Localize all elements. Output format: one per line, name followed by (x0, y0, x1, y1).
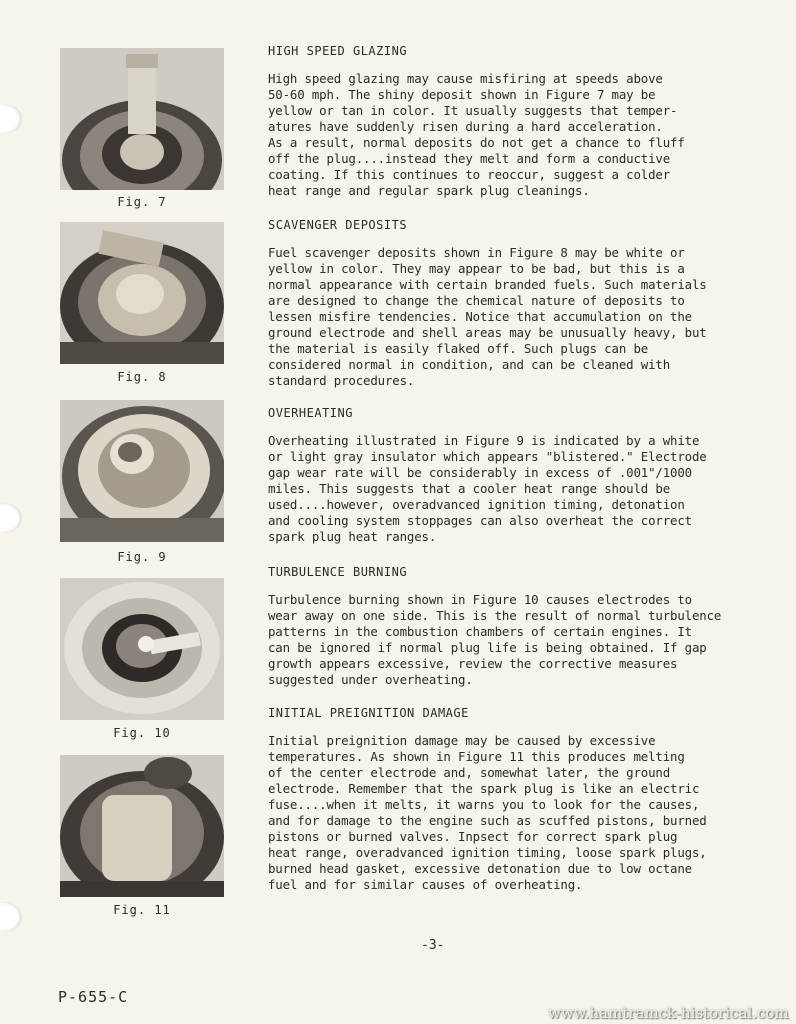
figure-9-photo (60, 400, 224, 542)
section-initial-preignition-damage (268, 706, 768, 893)
section-heading: TURBULENCE BURNING (268, 565, 408, 579)
binder-hole-middle (0, 503, 22, 533)
figure-8-photo (60, 222, 224, 364)
section-body: Overheating illustrated in Figure 9 is indicated by a white or light gray insulator which appears "blistered." Electrode gap wear rate will be considerably in excess of .001"/1000 miles. This suggests that a cooler heat range should be used....however, overadvanced ignition timing, detonation and cooling system stoppages can also overheat the correct spark plug heat ranges. (268, 433, 707, 544)
figure-10-photo (60, 578, 224, 720)
section-heading: INITIAL PREIGNITION DAMAGE (268, 706, 469, 720)
figure-7-caption: Fig. 7 (117, 195, 167, 209)
figure-11-caption: Fig. 11 (113, 903, 171, 917)
watermark-url: www.hamtramck-historical.com (548, 1004, 789, 1022)
figure-8-caption: Fig. 8 (117, 370, 167, 384)
figure-7-photo (60, 48, 224, 190)
binder-hole-bottom (0, 902, 22, 932)
binder-hole-top (0, 104, 22, 134)
figure-9-caption: Fig. 9 (117, 550, 167, 564)
page-number: -3- (421, 938, 445, 953)
section-body: Turbulence burning shown in Figure 10 causes electrodes to wear away on one side. This is the result of normal turbulence patterns in the combustion chambers of certain engines. It can be ignored if normal plug life is being obtained. If gap growth appears excessive, review the corrective measures suggested under overheating. (268, 592, 722, 687)
section-turbulence-burning (268, 565, 768, 688)
document-code: P-655-C (58, 988, 129, 1006)
section-body: High speed glazing may cause misfiring at speeds above 50-60 mph. The shiny deposit shown in Figure 7 may be yellow or tan in color. It usually suggests that temper- atures have suddenly risen during a hard acceleration. As a result, normal deposits do not get a chance to fluff off the plug....instead they melt and form a conductive coating. If this continues to reoccur, suggest a colder heat range and regular spark plug cleanings. (268, 71, 685, 198)
section-body: Fuel scavenger deposits shown in Figure 8 may be white or yellow in color. They may appear to be bad, but this is a normal appearance with certain branded fuels. Such materials are designed to change the chemical nature of deposits to lessen misfire tendencies. Notice that accumulation on the ground electrode and shell areas may be unusually heavy, but the material is easily flaked off. Such plugs can be considered normal in condition, and can be cleaned with standard procedures. (268, 245, 707, 388)
section-high-speed-glazing (268, 44, 768, 199)
section-body: Initial preignition damage may be caused by excessive temperatures. As shown in Figure 11 this produces melting of the center electrode and, somewhat later, the ground electrode. Remember that the spark plug is like an electric fuse....when it melts, it warns you to look for the causes, and for damage to the engine such as scuffed pistons, burned pistons or burned valves. Inpsect for correct spark plug heat range, overadvanced ignition timing, loose spark plugs, burned head gasket, excessive detonation due to low octane fuel and for similar causes of overheating. (268, 733, 707, 892)
section-heading: SCAVENGER DEPOSITS (268, 218, 408, 232)
figure-11-photo (60, 755, 224, 897)
section-scavenger-deposits (268, 218, 768, 389)
section-overheating (268, 406, 768, 545)
section-heading: OVERHEATING (268, 406, 353, 420)
section-heading: HIGH SPEED GLAZING (268, 44, 408, 58)
figure-10-caption: Fig. 10 (113, 726, 171, 740)
